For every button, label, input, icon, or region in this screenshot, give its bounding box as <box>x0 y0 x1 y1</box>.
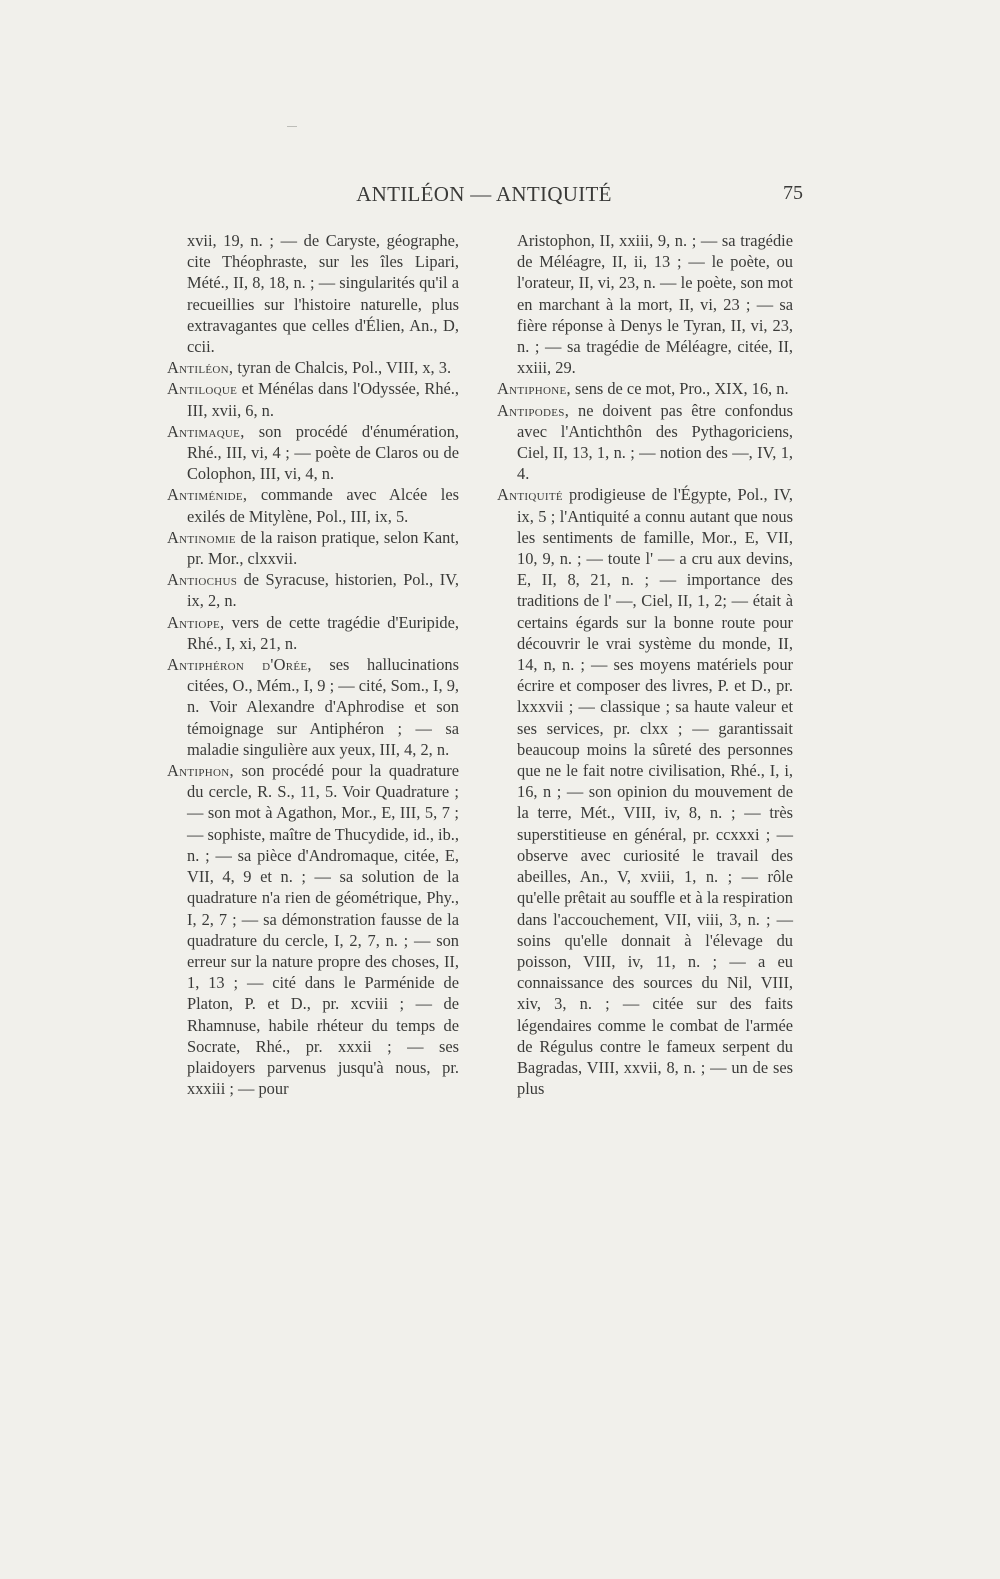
left-column <box>167 230 459 1099</box>
index-entry: Antiope, vers de cette tragédie d'Euripide, Rhé., I, xi, 21, n. <box>167 612 459 653</box>
running-header <box>165 182 803 222</box>
entry-term: Antiménide, <box>167 485 248 505</box>
index-entry: Antinomie de la raison pratique, selon Kant, pr. Mor., clxxvii. <box>167 527 459 569</box>
index-entry: Antiphone, sens de ce mot, Pro., XIX, 16, n. <box>497 379 789 399</box>
entry-term: Antiphone, <box>497 379 571 399</box>
index-entry: Antiphon, son procédé pour la quadrature du cercle, R. S., 11, 5. Voir Quadrature ; — son mot à Agathon, Mor., E, III, 5, 7 ; — sophiste, maître de Thucydide, id., ib., n. ; — sa pièce d'Andromaque, citée, E, VII, 4, 9 et n. ; — sa solution de la quadrature n'a rien de géométrique, Phy., I, 2, 7 ; — sa démonstration fausse de la quadrature du cercle, I, 2, 7, n. ; — son erreur sur la nature propre des choses, II, 1, 13 ; — cité dans le Parménide de Platon, P. et D., pr. xcviii ; — de Rhamnuse, habile rhéteur du temps de Socrate, Rhé., pr. xxxii ; — ses plaidoyers parvenus jusqu'à nous, pr. xxxiii ; — pour <box>167 761 459 1099</box>
entry-term: Antiphéron d'Orée, <box>167 655 312 675</box>
page-speck <box>287 126 297 127</box>
entry-term: Antiléon, <box>167 358 234 378</box>
index-entry: Antiloque et Ménélas dans l'Odyssée, Rhé., III, xvii, 6, n. <box>167 379 459 420</box>
right-column <box>497 230 793 1099</box>
index-entry: Antipodes, ne doivent pas être confondus avec l'Antichthôn des Pythagoriciens, Ciel, II, 13, 1, n. ; — notion des —, IV, 1, 4. <box>497 400 793 484</box>
page-number: 75 <box>783 182 803 204</box>
index-entry: Antiménide, commande avec Alcée les exilés de Mitylène, Pol., III, ix, 5. <box>167 485 459 526</box>
entry-term: Antiloque <box>167 379 238 399</box>
index-entry: Antiléon, tyran de Chalcis, Pol., VIII, x, 3. <box>167 358 452 378</box>
entry-term: Antiochus <box>167 570 238 590</box>
index-entry: Antiochus de Syracuse, historien, Pol., IV, ix, 2, n. <box>167 570 459 611</box>
running-title: ANTILÉON — ANTIQUITÉ <box>356 182 612 206</box>
index-entry: xvii, 19, n. ; — de Caryste, géographe, cite Théophraste, sur les îles Lipari, Mété., II, 8, 18, n. ; — singularités qu'il a recueillies sur l'histoire naturelle, plus extravagantes que celles d'Élien, An., D, ccii. <box>187 231 459 357</box>
entry-term: Antiphon, <box>167 761 234 781</box>
index-entry: Antimaque, son procédé d'énumération, Rhé., III, vi, 4 ; — poète de Claros ou de Colophon, III, vi, 4, n. <box>167 421 459 484</box>
entry-term: Antipodes, <box>497 400 570 420</box>
index-entry: Antiquité prodigieuse de l'Égypte, Pol., IV, ix, 5 ; l'Antiquité a connu autant que nous les sentiments de famille, Mor., E, VII, 10, 9, n. ; — toute l' — a cru aux devins, E, II, 8, 21, n. ; — importance des traditions de l' —, Ciel, II, 1, 2; — était à certains égards sur la bonne route pour découvrir le vrai système du monde, II, 14, n, n. ; — ses moyens matériels pour écrire et composer des livres, P. et D., pr. lxxxvii ; — classique ; sa haute valeur et ses services, pr. clxx ; — garantissait beaucoup moins la sûreté des personnes que ne le fait notre civilisation, Rhé., I, i, 16, n ; — son opinion du mouvement de la terre, Mét., VIII, iv, 8, n. ; — très superstitieuse en général, pr. ccxxxi ; — observe avec curiosité le travail des abeilles, An., V, xviii, 1, n. ; — rôle qu'elle prêtait au souffle et à la respiration dans l'accouchement, VII, viii, 3, n. ; — soins qu'elle donnait à l'élevage du poisson, VIII, iv, 11, n. ; — a eu connaissance des sources du Nil, VIII, xiv, 3, n. ; — citée sur des faits légendaires comme le combat de l'armée de Régulus contre le fameux serpent du Bagradas, VIII, xxvii, 8, n. ; — un de ses plus <box>497 485 793 1099</box>
entry-term: Antinomie <box>167 527 236 547</box>
entry-term: Antiope, <box>167 612 225 632</box>
entry-term: Antiquité <box>497 485 563 505</box>
entry-term: Antimaque, <box>167 421 245 441</box>
index-entry: Antiphéron d'Orée, ses hallucinations citées, O., Mém., I, 9 ; — cité, Som., I, 9, n. Voir Alexandre d'Aphrodise et son témoignage sur Antiphéron ; — sa maladie singulière aux yeux, III, 4, 2, n. <box>167 655 459 759</box>
index-entry: Aristophon, II, xxiii, 9, n. ; — sa tragédie de Méléagre, II, ii, 13 ; — le poète, ou l'orateur, II, vi, 23, n. — le poète, son mot en marchant à la mort, II, vi, 23 ; — sa fière réponse à Denys le Tyran, II, vi, 23, n. ; — sa tragédie de Méléagre, citée, II, xxiii, 29. <box>517 231 793 378</box>
